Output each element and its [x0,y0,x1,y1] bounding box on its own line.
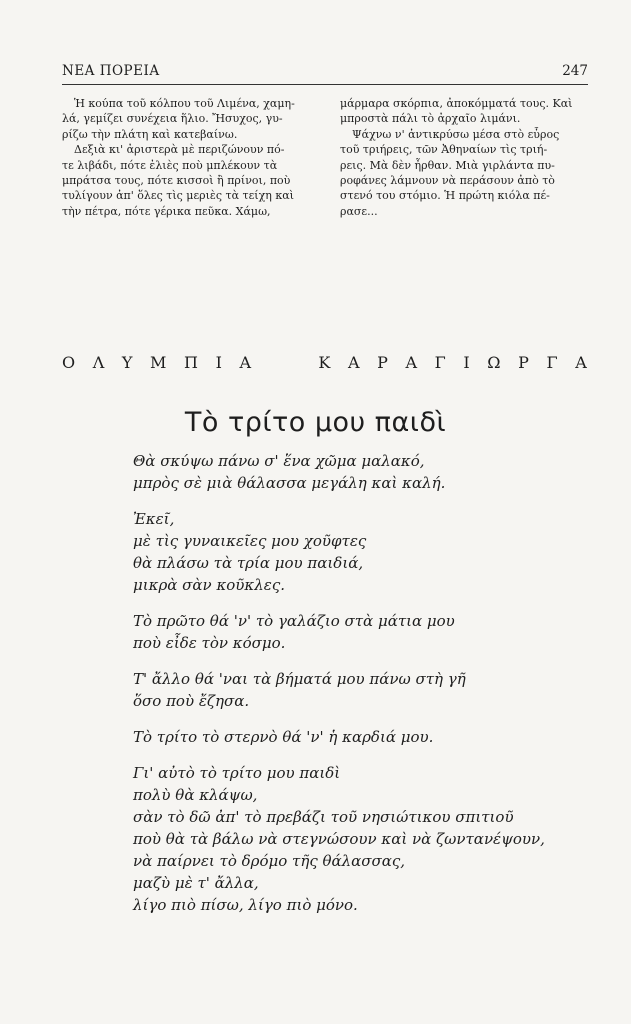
prose-line: τε λιβάδι, πότε ἐλιὲς ποὺ μπλέκουν τὰ [62,158,278,172]
poem-line: μπρὸς σὲ μιὰ θάλασσα μεγάλη καὶ καλή. [133,474,446,492]
prose-line: τοῦ τριήρεις, τῶν Ἀθηναίων τὶς τριή- [340,143,548,157]
author-letter: Α [347,353,361,372]
author-letter: Ι [215,353,223,372]
poem-line: θὰ πλάσω τὰ τρία μου παιδιά, [133,554,364,572]
author-letter: Ο [62,353,77,372]
poem-line: μὲ τὶς γυναικεῖες μου χοῦφτες [133,532,367,550]
prose-line: ρίζω τὴν πλάτη καὶ κατεβαίνω. [62,127,238,141]
poem-title: Τὸ τρίτο μου παιδὶ [184,407,447,438]
poem-body [133,450,593,930]
poem-line: πολὺ θὰ κλάψω, [133,786,258,804]
stanza [133,668,593,712]
poem-line: Γι' αὐτὸ τὸ τρίτο μου παιδὶ [133,764,341,782]
prose-line: τυλίγουν ἀπ' ὅλες τὶς μεριὲς τὰ τείχη καὶ [62,189,294,203]
author-letter: Ι [463,353,471,372]
journal-title: ΝΕΑ ΠΟΡΕΙΑ [62,63,160,79]
prose-line: ρασε... [340,204,378,218]
prose-left-column [62,96,324,219]
prose-line: μπράτσα τους, πότε κισσοὶ ἢ πρίνοι, ποὺ [62,174,291,188]
author-letter: Ω [487,353,502,372]
prose-line: μπροστὰ πάλι τὸ ἀρχαῖο λιμάνι. [340,112,521,126]
prose-line: Δεξιὰ κι' ἀριστερὰ μὲ περιζώνουν πό- [74,143,285,157]
poem-line: Τ' ἄλλο θά 'ναι τὰ βήματά μου πάνω στὴ γῆ [133,670,466,688]
prose-line: μάρμαρα σκόρπια, ἀποκόμματά τους. Καὶ [340,97,573,110]
poem-line: σὰν τὸ δῶ ἀπ' τὸ πρεβάζι τοῦ νησιώτικου σπιτιοῦ [133,808,514,826]
poem-line: νὰ παίρνει τὸ δρόμο τῆς θάλασσας, [133,852,406,870]
author-letter: Ρ [377,353,389,372]
author-letter: Λ [92,353,106,372]
stanza [133,610,593,654]
author-letter: Α [575,353,588,372]
prose-line: Ψάχνω ν' ἀντικρύσω μέσα στὸ εὖρος [352,127,560,141]
stanza [133,726,593,748]
author-letter: Ρ [518,353,530,372]
prose-line: λά, γεμίζει συνέχεια ἥλιο. Ἤσυχος, γυ- [62,112,283,126]
poem-line: μαζὺ μὲ τ' ἄλλα, [133,874,259,892]
poem-line: Τὸ τρίτο τὸ στερνὸ θά 'ν' ἡ καρδιά μου. [133,728,434,746]
author-name [62,353,588,372]
poem-line: Τὸ πρῶτο θά 'ν' τὸ γαλάζιο στὰ μάτια μου [133,612,455,630]
prose-line: τὴν πέτρα, πότε γέρικα πεῦκα. Χάμω, [62,204,271,218]
poem-line: ὅσο ποὺ ἔζησα. [133,692,250,710]
poem-line: ποὺ θὰ τὰ βάλω νὰ στεγνώσουν καὶ νὰ ζωντανέψουν, [133,830,545,848]
author-letter: Γ [546,353,559,372]
poem-line: λίγο πιὸ πίσω, λίγο πιὸ μόνο. [133,896,358,914]
prose-line: Ἡ κούπα τοῦ κόλπου τοῦ Λιμένα, χαμη- [74,97,295,110]
page-number: 247 [562,63,588,79]
author-letter: Π [184,353,199,372]
prose-line: ροφάνες λάμνουν νὰ περάσουν ἀπὸ τὸ [340,174,555,188]
author-letter: Μ [150,353,168,372]
stanza [133,508,593,596]
author-letter: Α [239,353,253,372]
author-letter: Κ [318,353,332,372]
prose-line: στενό του στόμιο. Ἡ πρώτη κιόλα πέ- [340,189,550,203]
stanza [133,450,593,494]
stanza [133,762,593,916]
poem-line: ποὺ εἶδε τὸν κόσμο. [133,634,286,652]
author-letter: Γ [434,353,447,372]
poem-line: μικρὰ σὰν κοῦκλες. [133,576,285,594]
running-header [62,60,588,85]
author-letter: Υ [121,353,134,372]
prose-line: ρεις. Μὰ δὲν ἦρθαν. Μιὰ γιρλάντα πυ- [340,158,555,172]
poem-line: Θὰ σκύψω πάνω σ' ἕνα χῶμα μαλακό, [133,452,425,470]
poem-line: Ἐκεῖ, [133,510,175,528]
prose-right-column [340,96,588,219]
author-letter: Α [405,353,419,372]
